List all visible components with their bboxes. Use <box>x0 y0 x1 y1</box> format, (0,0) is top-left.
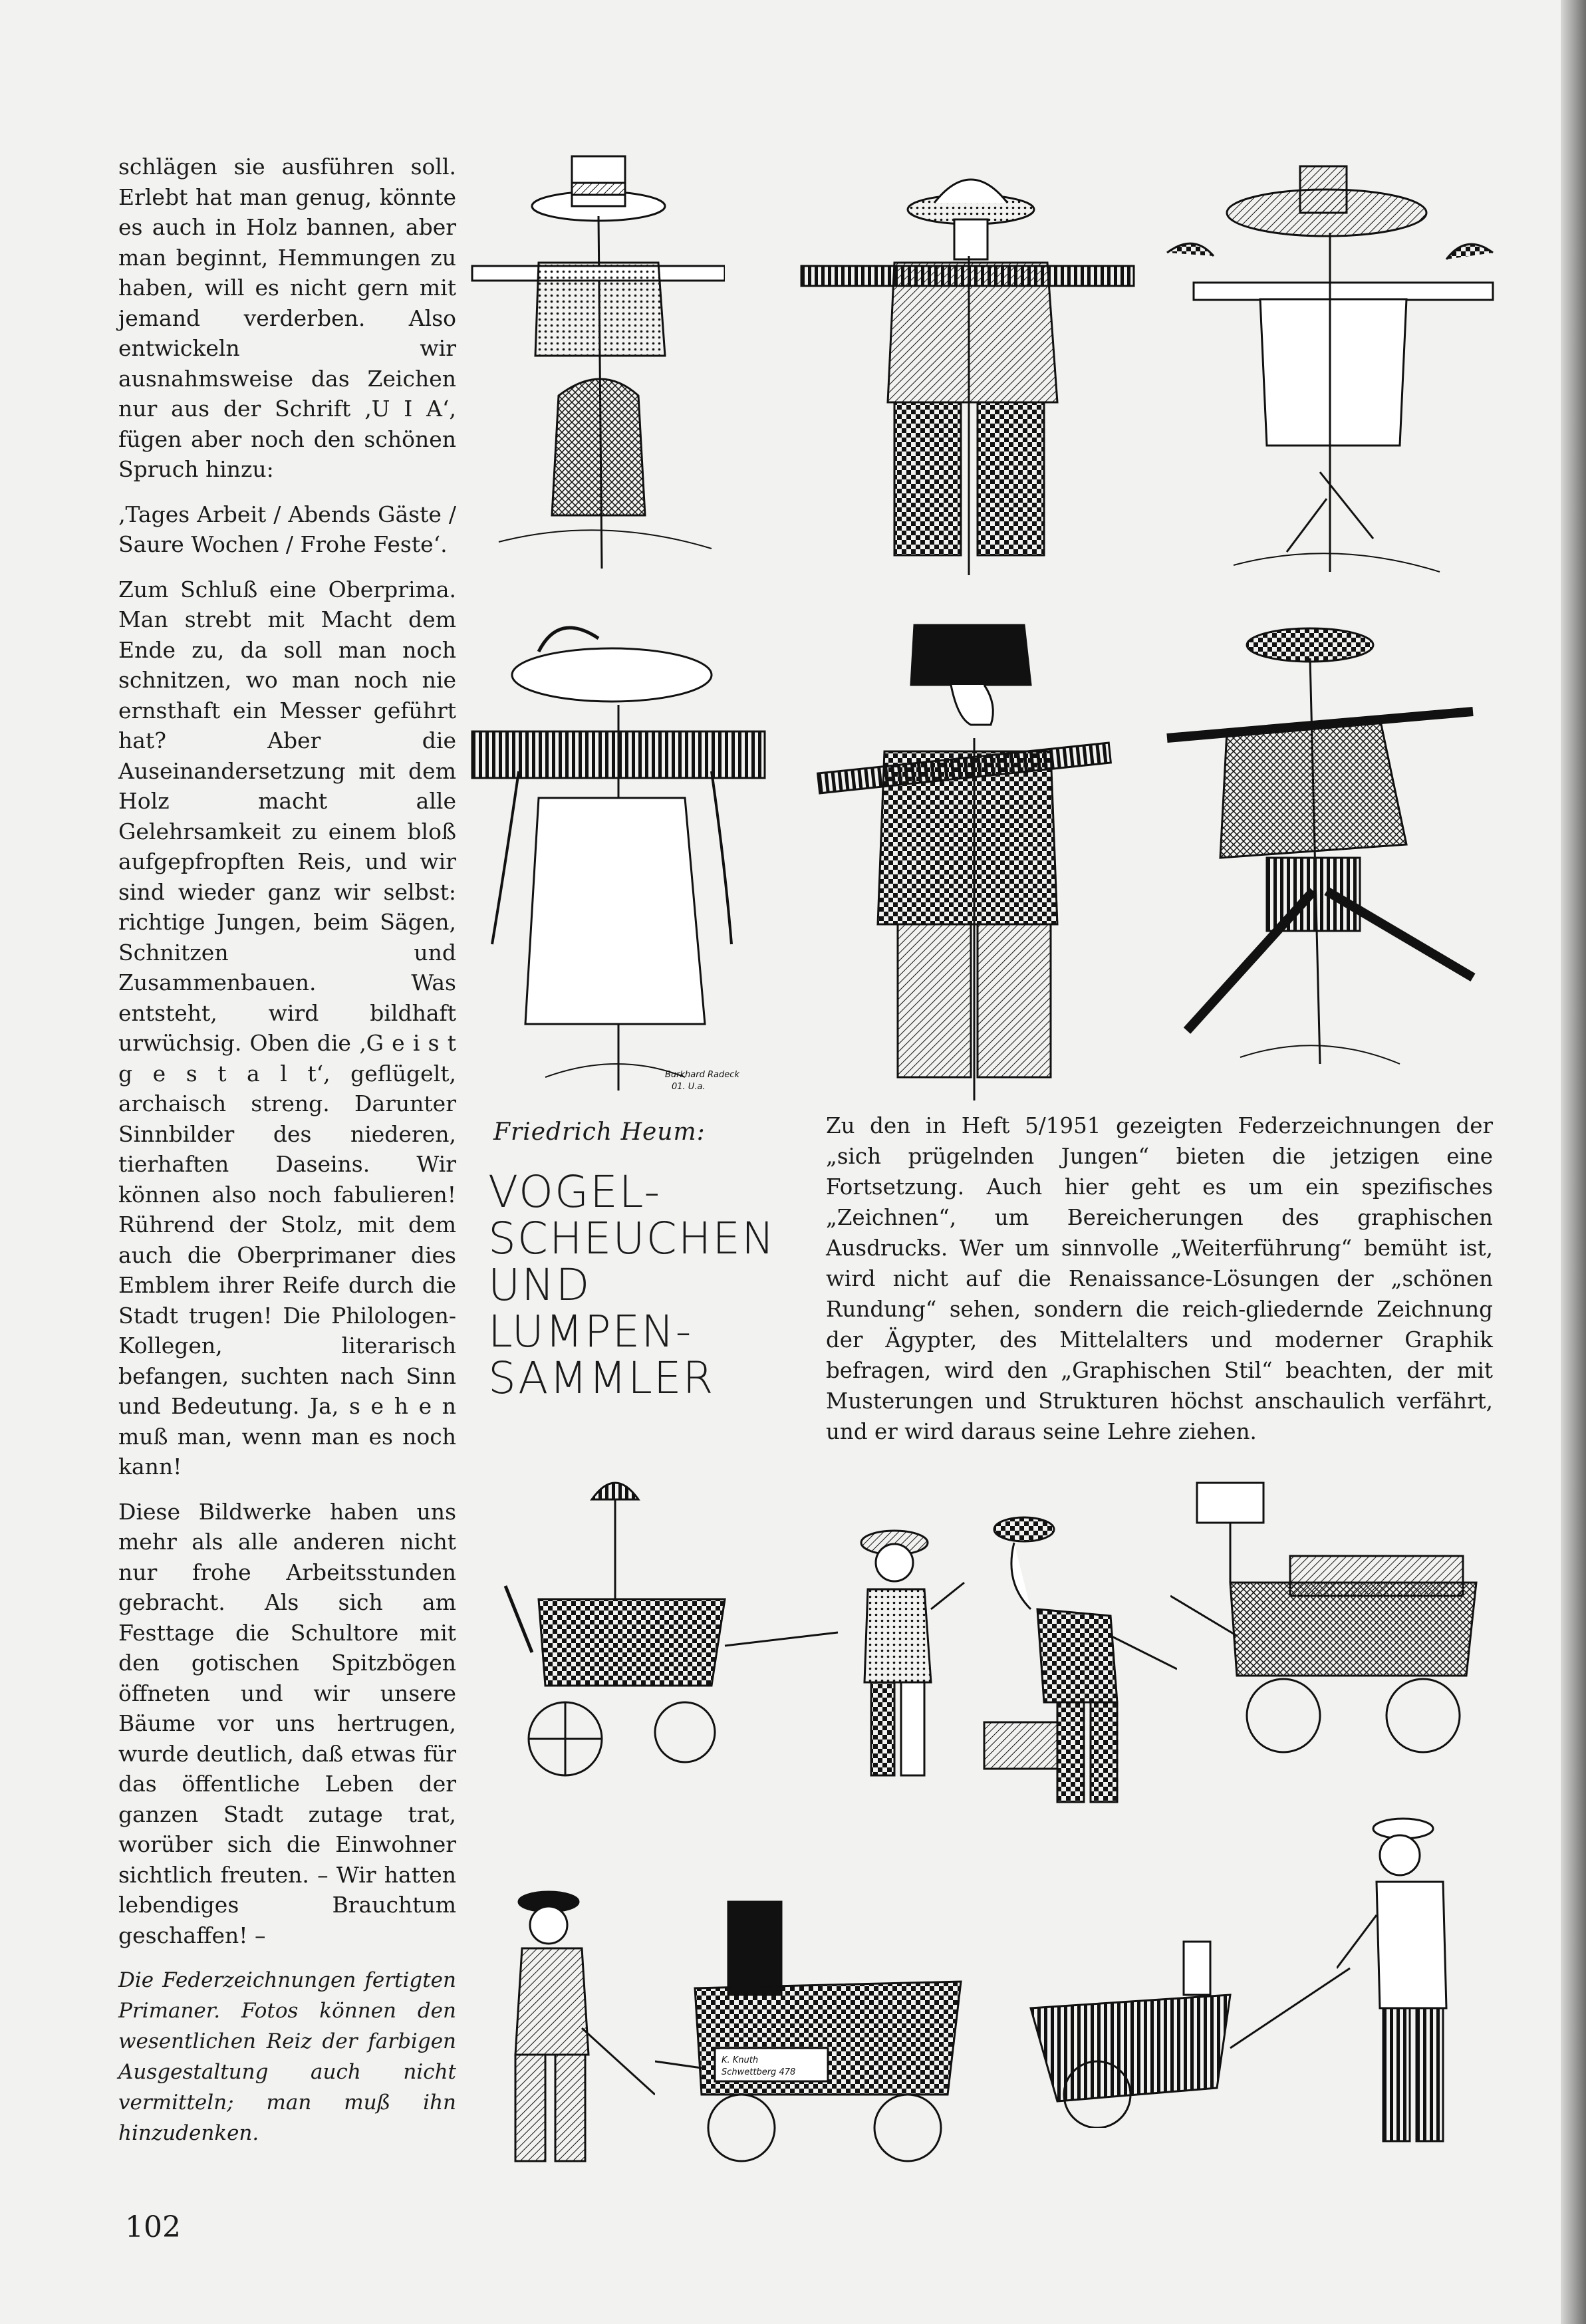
scarecrow-drawing-6 <box>1160 605 1486 1074</box>
page-edge <box>1561 0 1586 2324</box>
scarecrow-drawing-1 <box>459 143 725 575</box>
scarecrow-svg <box>1154 140 1506 592</box>
rag-collector-cart-3 <box>655 1888 988 2168</box>
title-line: SAMMLER <box>488 1353 715 1404</box>
article-title <box>488 1166 781 1404</box>
signature-text: 01. U.a. <box>672 1082 706 1092</box>
rag-collector-cart-4 <box>1017 1915 1363 2128</box>
paragraph-4: Diese Bildwerke haben uns mehr als alle anderen nicht nur frohe Arbeitsstunden gebracht. Als sich am Festtage die Schultore mit den gotischen Spitzbögen öffneten und wir unsere Bäume vor uns hertrugen, wurde deutlich, daß etwas für das öffentliche Leben der ganzen Stadt zutage trat, worüber sich die Einwohner sichtlich freuten. – Wir hatten lebendiges Brauchtum geschaffen! – <box>118 1498 456 1948</box>
cart-svg <box>1017 1915 1363 2128</box>
figure-svg <box>475 1882 655 2174</box>
scarecrow-svg <box>795 163 1140 582</box>
title-line: UND <box>488 1259 591 1311</box>
rag-collector-figure-2 <box>978 1503 1177 1809</box>
scarecrow-drawing-2 <box>795 163 1140 582</box>
signature-text: K. Knuth <box>722 2055 759 2065</box>
scarecrow-drawing-5 <box>805 618 1117 1107</box>
cart-svg <box>492 1466 858 1779</box>
scarecrow-svg <box>1160 605 1486 1074</box>
signature-text: Schwettberg 478 <box>722 2067 796 2077</box>
cart-svg <box>655 1888 988 2168</box>
rag-collector-figure-1 <box>831 1516 978 1795</box>
paragraph-1: schlägen sie ausführen soll. Erlebt hat man genug, könnte es auch in Holz bannen, aber man beginnt, Hemmungen zu haben, will es nicht gern mit jemand verderben. Also entwickeln wir ausnahmsweise das Zeichen nur aus der Schrift ‚U I A‘, fügen aber noch den schönen Spruch hinzu: <box>118 154 456 482</box>
scarecrow-drawing-4 <box>465 612 778 1107</box>
paragraph-3: Zum Schluß eine Oberprima. Man strebt mit Macht dem Ende zu, da soll man noch schnitzen, wo man noch nie ernsthaft ein Messer geführt hat? Aber die Auseinandersetzung mit dem Holz macht alle Gelehrsamkeit zu einem bloß aufgepfropften Reis, und wir sind wieder ganz wir selbst: richtige Jungen, beim Sägen, Schnitzen und Zusammenbauen. Was entsteht, wird bildhaft urwüchsig. Oben die ‚G e i s t g e s t a l t‘, geflügelt, archaisch streng. Darunter Sinnbilder des niederen, tierhaften Daseins. Wir können also noch fabulieren! Rührend der Stolz, mit dem auch die Oberprimaner dies Emblem ihrer Reife durch die Stadt trugen! Die Philologen-Kollegen, literarisch befangen, suchten nach Sinn und Bedeutung. Ja, s e h e n muß man, wenn man es noch kann! <box>118 576 456 1480</box>
article-intro: Zu den in Heft 5/1951 gezeigten Federzeichnungen der „sich prügelnden Jungen“ bieten die jetzigen eine Fortsetzung. Auch hier geht es um ein spezifisches „Zeichnen“, um Bereicherungen des graphischen Ausdrucks. Wer um sinnvolle „Weiterführung“ bemüht ist, wird nicht auf die Renaissance-Lösungen der „schönen Rundung“ sehen, sondern die reich-gliedernde Zeichnung der Ägypter, des Mittelalters und moderner Graphik befragen, wird den „Graphischen Stil“ beachten, der mit Musterungen und Strukturen höchst anschaulich verfährt, und er wird daraus seine Lehre ziehen. <box>826 1113 1493 1444</box>
cart-svg <box>1170 1476 1503 1762</box>
scarecrow-svg <box>459 143 725 575</box>
title-line: SCHEUCHEN <box>488 1213 776 1264</box>
title-line: VOGEL- <box>488 1166 662 1218</box>
scarecrow-svg <box>465 612 778 1107</box>
paragraph-2: ‚Tages Arbeit / Abends Gäste / Saure Wochen / Frohe Feste‘. <box>118 501 456 557</box>
title-line: LUMPEN- <box>488 1306 693 1357</box>
figure-svg <box>1337 1809 1470 2154</box>
scarecrow-drawing-3 <box>1154 140 1506 592</box>
signature-text: Burkhard Radeck <box>665 1070 739 1080</box>
caption-note: Die Federzeichnungen fertigten Primaner. Fotos können den wesentlichen Reiz der farbigen Ausgestaltung auch nicht vermitteln; man muß ihn hinzudenken. <box>118 1968 456 2145</box>
figure-svg <box>978 1503 1177 1809</box>
rag-collector-figure-3 <box>475 1882 655 2174</box>
article-author: Friedrich Heum: <box>493 1118 706 1146</box>
page-number: 102 <box>125 2210 181 2244</box>
figure-svg <box>831 1516 978 1795</box>
scarecrow-svg <box>805 618 1117 1107</box>
rag-collector-cart-1 <box>492 1466 858 1779</box>
rag-collector-figure-4 <box>1337 1809 1470 2154</box>
left-column <box>118 152 456 2163</box>
rag-collector-cart-2 <box>1170 1476 1503 1762</box>
